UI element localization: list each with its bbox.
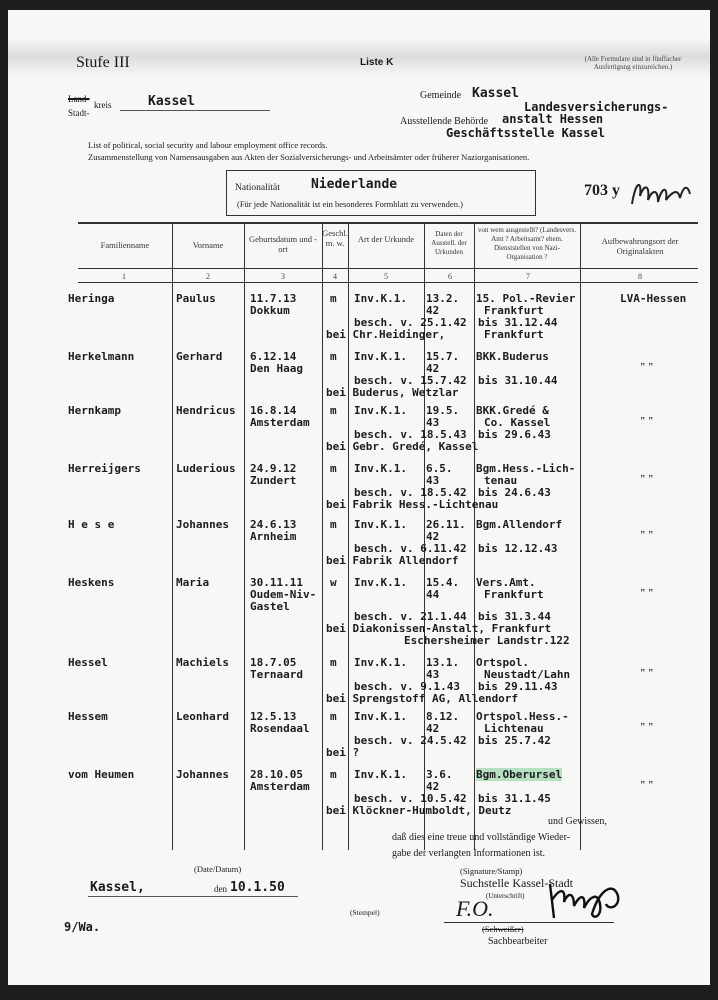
row-beschaeftigt: besch. v. 24.5.42 — [354, 734, 467, 747]
row-geburtsort: Amsterdam — [250, 416, 310, 429]
row-ditto-marks: " " — [640, 780, 654, 791]
row-familienname: Herkelmann — [68, 350, 135, 363]
unterschrift-label: (Unterschrift) — [486, 892, 525, 900]
gemeinde-label: Gemeinde — [420, 90, 462, 101]
row-vorname: Leonhard — [176, 710, 229, 723]
date-underline — [88, 896, 298, 897]
row-aussteller: BKK.Buderus — [476, 350, 549, 363]
row-arbeitgeber: bei Fabrik Allendorf — [326, 554, 459, 567]
row-datum: 13.2. — [426, 292, 460, 305]
row-datum-jahr: 42 — [426, 304, 440, 317]
row-vorname: Paulus — [176, 292, 216, 305]
col-divider-1 — [172, 222, 173, 850]
row-geschlecht: m — [330, 518, 337, 531]
row-art: Inv.K.1. — [354, 350, 407, 363]
stadt-label: Stadt- — [68, 108, 90, 118]
col-number-4: 4 — [333, 272, 337, 281]
row-datum: 19.5. — [426, 404, 460, 417]
row-art: Inv.K.1. — [354, 404, 407, 417]
row-ditto-marks: " " — [640, 668, 654, 679]
col-header-familienname: Familienname — [100, 240, 150, 250]
row-aussteller: BKK.Gredé & — [476, 404, 549, 417]
col-header-art: Art der Urkunde — [357, 234, 415, 244]
row-vorname: Machiels — [176, 656, 229, 669]
row-beschaeftigt: besch. v. 10.5.42 — [354, 792, 467, 805]
row-bis: bis 31.1.45 — [478, 792, 551, 805]
row-datum-jahr: 42 — [426, 530, 440, 543]
nationality-label: Nationalität — [235, 183, 280, 193]
declaration-line-2: daß dies eine treue und vollständige Wieder- — [392, 832, 571, 843]
row-datum: 13.1. — [426, 656, 460, 669]
row-familienname: Hessem — [68, 710, 108, 723]
row-familienname: Hessel — [68, 656, 108, 669]
row-familienname: Hernkamp — [68, 404, 121, 417]
col-header-daten: Daten der Ausstell. der Urkunden — [431, 230, 467, 256]
row-datum-jahr: 42 — [426, 780, 440, 793]
col-number-2: 2 — [206, 272, 210, 281]
row-geburtsdatum: 11.7.13 — [250, 292, 297, 305]
row-familienname: Herreijgers — [68, 462, 141, 475]
col-number-1: 1 — [122, 272, 126, 281]
handwritten-mark-icon — [628, 176, 694, 210]
den-label: den — [214, 884, 227, 894]
row-datum-jahr: 42 — [426, 362, 440, 375]
row-beschaeftigt: besch. v. 15.7.42 — [354, 374, 467, 387]
row-adresse: Eschersheimer Landstr.122 — [404, 634, 570, 647]
col-header-von-wem: von wem ausgestellt? (Landesvers. Amt ? Arbeitsamt? ehem. Dienststellen von Nazi-Organisation ? — [478, 226, 576, 261]
desc-english: List of political, social security and labour employment office records. — [88, 140, 328, 150]
row-aussteller: Bgm.Hess.-Lich- — [476, 462, 576, 475]
row-ditto-marks: " " — [640, 588, 654, 599]
row-datum: 8.12. — [426, 710, 460, 723]
row-beschaeftigt: besch. v. 21.1.44 — [354, 610, 467, 623]
row-aufbewahrung: LVA-Hessen — [620, 292, 687, 305]
place-value: Kassel, — [90, 880, 145, 895]
row-bis: bis 25.7.42 — [478, 734, 551, 747]
row-aussteller: 15. Pol.-Revier — [476, 292, 576, 305]
row-vorname: Hendricus — [176, 404, 236, 417]
row-datum: 15.4. — [426, 576, 460, 589]
col-number-6: 6 — [448, 272, 452, 281]
row-datum: 6.5. — [426, 462, 453, 475]
row-bis: bis 31.10.44 — [478, 374, 558, 387]
row-familienname: H e s e — [68, 518, 115, 531]
row-geburtsdatum: 16.8.14 — [250, 404, 297, 417]
kreis-value: Kassel — [148, 94, 195, 109]
row-ditto-marks: " " — [640, 722, 654, 733]
desc-german: Zusammenstellung von Namensausgaben aus Akten der Sozialversicherungs- und Arbeitsämter oder früherer Naziorganisationen. — [88, 152, 530, 162]
row-art: Inv.K.1. — [354, 710, 407, 723]
row-geburtsort: Arnheim — [250, 530, 297, 543]
row-geburtsort: Ternaard — [250, 668, 303, 681]
row-bis: bis 29.11.43 — [478, 680, 558, 693]
declaration-line-3: gabe der verlangten Informationen ist. — [392, 848, 545, 859]
row-geburtsort: Amsterdam — [250, 780, 310, 793]
row-geburtsdatum: 12.5.13 — [250, 710, 297, 723]
stempel-label: (Stempel) — [350, 908, 380, 917]
table-header-rule — [78, 268, 698, 269]
row-datum-jahr: 43 — [426, 416, 440, 429]
liste-label: Liste K — [360, 57, 394, 68]
row-bis: bis 24.6.43 — [478, 486, 551, 499]
row-aussteller-2: Frankfurt — [484, 588, 544, 601]
row-art: Inv.K.1. — [354, 656, 407, 669]
row-geburtsort: Rosendaal — [250, 722, 310, 735]
row-aussteller-2: Co. Kassel — [484, 416, 551, 429]
row-aussteller-2: tenau — [484, 474, 518, 487]
row-vorname: Johannes — [176, 518, 229, 531]
behoerde-line1: Landesversicherungs- — [524, 100, 669, 114]
row-geschlecht: m — [330, 768, 337, 781]
row-datum-jahr: 43 — [426, 668, 440, 681]
row-aussteller: Bgm.Allendorf — [476, 518, 563, 531]
col-header-vorname: Vorname — [192, 240, 224, 250]
row-art: Inv.K.1. — [354, 462, 407, 475]
behoerde-label: Ausstellende Behörde — [400, 116, 489, 127]
row-geschlecht: m — [330, 404, 337, 417]
row-vorname: Luderious — [176, 462, 236, 475]
row-bis: bis 31.12.44 — [478, 316, 558, 329]
form-note: (Alle Formulare sind in fünffacher Ausfertigung einzureichen.) — [584, 55, 682, 71]
row-datum-jahr: 44 — [426, 588, 440, 601]
row-beschaeftigt: besch. v. 25.1.42 — [354, 316, 467, 329]
row-geburtsort: Zundert — [250, 474, 297, 487]
col-divider-7 — [580, 222, 581, 850]
row-datum: 15.7. — [426, 350, 460, 363]
date-value: 10.1.50 — [230, 880, 285, 895]
col-number-3: 3 — [281, 272, 285, 281]
row-geschlecht: m — [330, 710, 337, 723]
row-datum-jahr: 42 — [426, 722, 440, 735]
row-art: Inv.K.1. — [354, 768, 407, 781]
nationality-note: (Für jede Nationalität ist ein besonderes Formblatt zu verwenden.) — [237, 199, 463, 209]
row-vorname: Maria — [176, 576, 210, 589]
row-arbeitgeber: bei Buderus, Wetzlar — [326, 386, 459, 399]
behoerde-line3: Geschäftsstelle Kassel — [446, 126, 605, 140]
row-aussteller-2: Neustadt/Lahn — [484, 668, 571, 681]
row-arbeitgeber: bei Sprengstoff AG, Allendorf — [326, 692, 519, 705]
row-geburtsort: Oudem-Niv- — [250, 588, 317, 601]
row-art: Inv.K.1. — [354, 518, 407, 531]
row-vorname: Gerhard — [176, 350, 223, 363]
row-geburtsort: Den Haag — [250, 362, 303, 375]
col-number-5: 5 — [384, 272, 388, 281]
row-aussteller-2: Lichtenau — [484, 722, 544, 735]
row-geschlecht: w — [330, 576, 337, 589]
row-ort-2: Frankfurt — [484, 328, 544, 341]
row-geburtsdatum: 18.7.05 — [250, 656, 297, 669]
table-top-rule — [78, 222, 698, 224]
land-label: Land- — [68, 94, 90, 104]
row-bis: bis 12.12.43 — [478, 542, 558, 555]
col-divider-2 — [244, 222, 245, 850]
row-geburtsdatum: 30.11.11 — [250, 576, 303, 589]
nationality-value: Niederlande — [311, 177, 398, 192]
signature-underline — [444, 922, 614, 923]
stufe-label: Stufe III — [76, 54, 130, 71]
row-familienname: vom Heumen — [68, 768, 135, 781]
col-header-geburtsdatum: Geburtsdatum und -ort — [249, 234, 317, 254]
kreis-underline — [120, 110, 270, 111]
row-geburtsdatum: 24.9.12 — [250, 462, 297, 475]
gemeinde-value: Kassel — [472, 86, 519, 101]
col-number-7: 7 — [526, 272, 530, 281]
row-ditto-marks: " " — [640, 362, 654, 373]
row-beschaeftigt: besch. v. 18.5.42 — [354, 486, 467, 499]
row-familienname: Heskens — [68, 576, 115, 589]
row-geschlecht: m — [330, 462, 337, 475]
row-aussteller: Ortspol.Hess.- — [476, 710, 569, 723]
row-aussteller: Ortspol. — [476, 656, 529, 669]
date-label: (Date/Datum) — [194, 864, 242, 874]
row-aussteller: Bgm.Oberursel — [476, 768, 563, 781]
handwritten-signature-icon — [544, 874, 640, 926]
row-bis: bis 29.6.43 — [478, 428, 551, 441]
row-beschaeftigt: besch. v. 18.5.43 — [354, 428, 467, 441]
stamp-text: Suchstelle Kassel-Stadt — [460, 876, 573, 890]
row-arbeitgeber: bei Chr.Heidinger, — [326, 328, 446, 341]
row-arbeitgeber: bei Klöckner-Humboldt, Deutz — [326, 804, 512, 817]
sachbearbeiter-label: Sachbearbeiter — [488, 936, 548, 947]
handwritten-initials: F.O. — [456, 896, 494, 921]
row-datum: 3.6. — [426, 768, 453, 781]
kreis-label: kreis — [94, 100, 112, 110]
reference-number: 703 y — [584, 182, 620, 199]
row-arbeitgeber: bei Diakonissen-Anstalt, Frankfurt — [326, 622, 552, 635]
row-geburtsdatum: 6.12.14 — [250, 350, 297, 363]
row-ditto-marks: " " — [640, 474, 654, 485]
row-geburtsdatum: 28.10.05 — [250, 768, 303, 781]
row-geburtsdatum: 24.6.13 — [250, 518, 297, 531]
row-bis: bis 31.3.44 — [478, 610, 551, 623]
schweisser-label: (Schweißer) — [482, 924, 524, 934]
table-number-rule — [78, 282, 698, 283]
declaration-line-1: und Gewissen, — [548, 816, 607, 827]
row-aussteller: Vers.Amt. — [476, 576, 536, 589]
col-header-geschlecht: Geschl. m. w. — [322, 228, 348, 248]
reference-code: 9/Wa. — [64, 920, 101, 934]
row-arbeitgeber: bei Gebr. Gredé, Kassel — [326, 440, 479, 453]
row-art: Inv.K.1. — [354, 292, 407, 305]
row-geschlecht: m — [330, 350, 337, 363]
row-familienname: Heringa — [68, 292, 115, 305]
document-page — [8, 10, 710, 985]
col-divider-6 — [474, 222, 475, 850]
row-arbeitgeber: bei ? — [326, 746, 360, 759]
col-header-aufbewahrung: Aufbewahrungsort der Originalakten — [601, 236, 679, 256]
nationality-box — [226, 170, 536, 216]
row-geburtsort-2: Gastel — [250, 600, 290, 613]
row-geburtsort: Dokkum — [250, 304, 290, 317]
row-beschaeftigt: besch. v. 9.1.43 — [354, 680, 460, 693]
row-vorname: Johannes — [176, 768, 229, 781]
col-divider-3 — [322, 222, 323, 850]
row-geschlecht: m — [330, 292, 337, 305]
row-aussteller-2: Frankfurt — [484, 304, 544, 317]
col-number-8: 8 — [638, 272, 642, 281]
row-art: Inv.K.1. — [354, 576, 407, 589]
row-datum-jahr: 43 — [426, 474, 440, 487]
signature-label: (Signature/Stamp) — [460, 866, 523, 876]
row-datum: 26.11. — [426, 518, 466, 531]
row-arbeitgeber: bei Fabrik Hess.-Lichtenau — [326, 498, 499, 511]
row-geschlecht: m — [330, 656, 337, 669]
behoerde-line2: anstalt Hessen — [502, 112, 604, 126]
row-ditto-marks: " " — [640, 416, 654, 427]
row-beschaeftigt: besch. v. 6.11.42 — [354, 542, 467, 555]
row-ditto-marks: " " — [640, 530, 654, 541]
